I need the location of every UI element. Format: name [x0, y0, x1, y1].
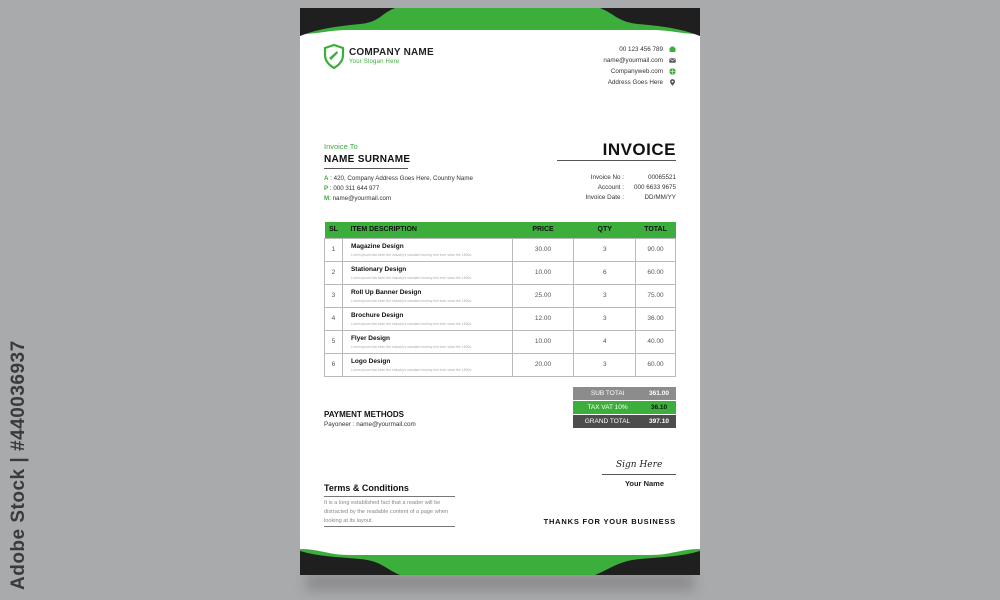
- cell-qty: 3: [574, 238, 636, 261]
- grand-total-row: [573, 415, 676, 428]
- totals-block: [573, 387, 676, 429]
- item-name: Brochure Design: [350, 311, 404, 319]
- cell-qty: 3: [574, 353, 636, 376]
- grand-total-label: GRAND TOTAL: [584, 418, 631, 425]
- cell-price: 12.00: [512, 307, 574, 330]
- signature-name: Your Name: [624, 479, 664, 488]
- company-name: COMPANY NAME: [349, 47, 434, 58]
- email-value: : name@yourmail.com: [329, 195, 392, 202]
- item-subtext: Lorem ipsum has been the industry's standard dummy text ever since the 1500s.: [350, 275, 473, 280]
- terms-rule-top: [324, 496, 455, 497]
- customer-name: NAME SURNAME: [324, 154, 411, 165]
- item-subtext: Lorem ipsum has been the industry's standard dummy text ever since the 1500s.: [350, 344, 473, 349]
- contact-web: [603, 66, 676, 77]
- customer-underline: [324, 168, 408, 169]
- header-qty: QTY: [574, 222, 636, 238]
- contact-block: [603, 44, 676, 88]
- cell-total: 90.00: [636, 238, 676, 261]
- top-wave-decoration: [300, 8, 700, 42]
- terms-rule-bottom: [324, 526, 455, 527]
- address-value: : 420, Company Address Goes Here, Country Name: [330, 175, 473, 182]
- cell-description: [342, 330, 512, 353]
- table-row: [325, 307, 676, 330]
- item-subtext: Lorem ipsum has been the industry's standard dummy text ever since the 1500s.: [350, 321, 473, 326]
- cell-sl: 5: [325, 330, 343, 353]
- mail-icon: [669, 57, 676, 64]
- cell-sl: 2: [325, 261, 343, 284]
- phone-value: : 000 311 644 977: [329, 185, 380, 192]
- item-name: Stationary Design: [350, 265, 407, 273]
- invoice-number-row: [564, 173, 676, 183]
- item-subtext: Lorem ipsum has been the industry's standard dummy text ever since the 1500s.: [350, 298, 473, 303]
- contact-web-text: Companyweb.com: [610, 68, 663, 75]
- customer-phone: [324, 184, 473, 194]
- invoice-page: [300, 8, 700, 575]
- cell-price: 25.00: [512, 284, 574, 307]
- phone-key: P: [324, 185, 329, 192]
- cell-description: [342, 353, 512, 376]
- cell-qty: 3: [574, 307, 636, 330]
- account-value: 000 6633 9675: [633, 184, 676, 191]
- contact-address: [603, 77, 676, 88]
- cell-qty: 4: [574, 330, 636, 353]
- company-slogan: Your Slogan Here: [349, 59, 400, 65]
- invoice-date-value: DD/MM/YY: [644, 194, 676, 201]
- cell-qty: 3: [574, 284, 636, 307]
- signature-script: Sign Here: [616, 460, 663, 470]
- invoice-title: INVOICE: [602, 140, 676, 159]
- invoice-meta: [564, 173, 676, 203]
- customer-address: [324, 174, 473, 184]
- invoice-date-row: [564, 193, 676, 203]
- grand-total-value: 397.10: [649, 418, 669, 425]
- header-price: PRICE: [512, 222, 574, 238]
- contact-email: [603, 55, 676, 66]
- item-subtext: Lorem ipsum has been the industry's standard dummy text ever since the 1500s.: [350, 252, 473, 257]
- sub-total-label: SUB TOTAl: [590, 390, 625, 397]
- cell-sl: 6: [325, 353, 343, 376]
- item-name: Flyer Design: [350, 334, 390, 342]
- tax-row: [573, 401, 676, 414]
- tax-value: 36.10: [650, 404, 668, 411]
- items-table: [324, 222, 676, 377]
- invoice-number-label: Invoice No :: [590, 174, 624, 181]
- contact-address-text: Address Goes Here: [607, 79, 663, 86]
- customer-details: [324, 174, 473, 204]
- payment-methods-title: PAYMENT METHODS: [324, 410, 405, 419]
- table-row: [325, 284, 676, 307]
- account-label: Account :: [597, 184, 624, 191]
- header-sl: SL: [325, 222, 343, 238]
- invoice-to-label: Invoice To: [324, 142, 358, 151]
- location-pin-icon: [669, 79, 676, 86]
- cell-price: 10.00: [512, 261, 574, 284]
- globe-icon: [669, 68, 676, 75]
- cell-description: [342, 307, 512, 330]
- invoice-title-rule: [557, 160, 676, 161]
- cell-total: 60.00: [636, 261, 676, 284]
- contact-phone: [603, 44, 676, 55]
- cell-description: [342, 284, 512, 307]
- table-header-row: [325, 222, 676, 238]
- customer-email: [324, 194, 473, 204]
- stock-id-label: Adobe Stock | #440036937: [8, 340, 29, 590]
- item-subtext: Lorem ipsum has been the industry's standard dummy text ever since the 1500s.: [350, 367, 473, 372]
- table-row: [325, 353, 676, 376]
- sub-total-value: 361.00: [649, 390, 669, 397]
- header-description: ITEM DESCRIPTION: [342, 222, 512, 238]
- phone-icon: [669, 46, 676, 53]
- cell-qty: 6: [574, 261, 636, 284]
- payment-method-line: Payoneer : name@yourmail.com: [324, 421, 416, 428]
- address-key: A: [324, 175, 329, 182]
- cell-description: [342, 238, 512, 261]
- thanks-message: THANKS FOR YOUR BUSINESS: [543, 517, 676, 526]
- item-name: Roll Up Banner Design: [350, 288, 422, 296]
- cell-sl: 3: [325, 284, 343, 307]
- table-row: [325, 330, 676, 353]
- tax-label: TAX VAT 10%: [587, 404, 628, 411]
- cell-total: 75.00: [636, 284, 676, 307]
- invoice-date-label: Invoice Date :: [585, 194, 624, 201]
- table-row: [325, 238, 676, 261]
- cell-total: 36.00: [636, 307, 676, 330]
- table-row: [325, 261, 676, 284]
- account-row: [564, 183, 676, 193]
- item-name: Magazine Design: [350, 242, 404, 250]
- bottom-wave-decoration: [300, 545, 700, 575]
- cell-sl: 1: [325, 238, 343, 261]
- cell-price: 20.00: [512, 353, 574, 376]
- sub-total-row: [573, 387, 676, 400]
- cell-total: 40.00: [636, 330, 676, 353]
- cell-total: 60.00: [636, 353, 676, 376]
- cell-description: [342, 261, 512, 284]
- shield-icon: [323, 44, 345, 69]
- invoice-number-value: 00065521: [647, 174, 676, 181]
- item-name: Logo Design: [350, 357, 391, 365]
- contact-email-text: name@yourmail.com: [603, 57, 663, 64]
- page-shadow: [306, 573, 694, 591]
- cell-sl: 4: [325, 307, 343, 330]
- contact-phone-text: 00 123 456 789: [619, 46, 663, 53]
- email-key: M: [324, 195, 330, 202]
- terms-body: It is a long established fact that a reader will be distracted by the readable content of a page when looking at its layout.: [324, 500, 449, 524]
- cell-price: 10.00: [512, 330, 574, 353]
- terms-title: Terms & Conditions: [324, 483, 409, 493]
- header-total: TOTAL: [636, 222, 676, 238]
- signature-rule: [602, 474, 676, 475]
- cell-price: 30.00: [512, 238, 574, 261]
